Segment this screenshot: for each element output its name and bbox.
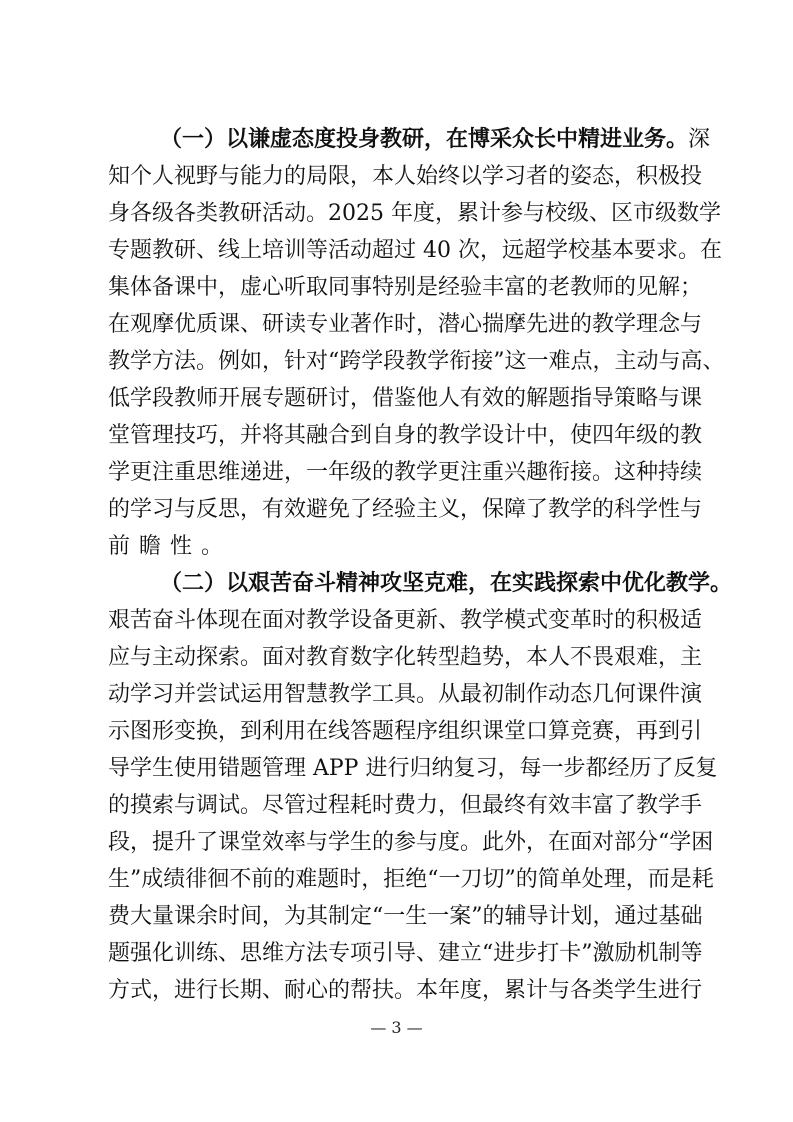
text-line <box>108 676 703 713</box>
text-line <box>108 787 703 824</box>
line-text: 学更注重思维递进，一年级的教学更注重兴趣衔接。这种持续 <box>108 460 703 485</box>
line-text: 身各级各类教研活动。2025 年度，累计参与校级、区市级数学 <box>108 201 721 226</box>
text-line <box>108 824 714 861</box>
text-line <box>108 602 703 639</box>
line-text: 题强化训练、思维方法专项引导、建立“进步打卡”激励机制等 <box>108 941 703 966</box>
text-line <box>108 195 721 232</box>
text-line <box>108 417 703 454</box>
line-text: 生”成绩徘徊不前的难题时，拒绝“一刀切”的简单处理，而是耗 <box>108 867 714 892</box>
line-text: 导学生使用错题管理 APP 进行归纳复习，每一步都经历了反复 <box>108 756 718 781</box>
text-line <box>108 306 703 343</box>
line-text: 知个人视野与能力的局限，本人始终以学习者的姿态，积极投 <box>108 164 703 189</box>
section-heading-line <box>160 565 733 602</box>
line-text: 的摸索与调试。尽管过程耗时费力，但最终有效丰富了教学手 <box>108 793 703 818</box>
text-line <box>108 861 714 898</box>
text-line <box>108 380 703 417</box>
text-line <box>108 972 703 1009</box>
text-line <box>108 639 703 676</box>
text-line <box>108 454 703 491</box>
line-text: 示图形变换，到利用在线答题程序组织课堂口算竞赛，再到引 <box>108 719 703 744</box>
section-heading: （一）以谦虚态度投身教研，在博采众长中精进业务。 <box>160 126 689 152</box>
line-text: 低学段教师开展专题研讨，借鉴他人有效的解题指导策略与课 <box>108 386 703 411</box>
text-line <box>108 232 722 269</box>
text-line <box>108 713 703 750</box>
line-text: 应与主动探索。面对教育数字化转型趋势，本人不畏艰难，主 <box>108 645 703 670</box>
line-text: 的学习与反思，有效避免了经验主义，保障了教学的科学性与 <box>108 497 703 522</box>
text-line <box>108 491 703 528</box>
line-text: 前瞻性。 <box>108 534 233 559</box>
page-number: — 3 — <box>370 1018 423 1037</box>
text-line <box>108 269 703 306</box>
section-heading-line <box>160 121 711 158</box>
line-text: 教学方法。例如，针对“跨学段教学衔接”这一难点，主动与高、 <box>108 349 725 374</box>
section-heading: （二）以艰苦奋斗精神攻坚克难，在实践探索中优化教学。 <box>160 570 733 596</box>
line-text: 费大量课余时间，为其制定“一生一案”的辅导计划，通过基础 <box>108 904 703 929</box>
text-line <box>108 343 725 380</box>
line-text: 深 <box>688 127 711 152</box>
text-line <box>108 528 687 565</box>
line-text: 方式，进行长期、耐心的帮扶。本年度，累计与各类学生进行 <box>108 978 703 1003</box>
line-text: 集体备课中，虚心听取同事特别是经验丰富的老教师的见解； <box>108 275 703 300</box>
text-line <box>108 898 703 935</box>
text-line <box>108 158 703 195</box>
text-line <box>108 935 703 972</box>
line-text: 专题教研、线上培训等活动超过 40 次，远超学校基本要求。在 <box>108 238 722 263</box>
line-text: 艰苦奋斗体现在面对教学设备更新、教学模式变革时的积极适 <box>108 608 703 633</box>
line-text: 段，提升了课堂效率与学生的参与度。此外，在面对部分“学困 <box>108 830 714 855</box>
line-text: 堂管理技巧，并将其融合到自身的教学设计中，使四年级的教 <box>108 423 703 448</box>
line-text: 动学习并尝试运用智慧教学工具。从最初制作动态几何课件演 <box>108 682 703 707</box>
text-line <box>108 750 718 787</box>
line-text: 在观摩优质课、研读专业著作时，潜心揣摩先进的教学理念与 <box>108 312 703 337</box>
